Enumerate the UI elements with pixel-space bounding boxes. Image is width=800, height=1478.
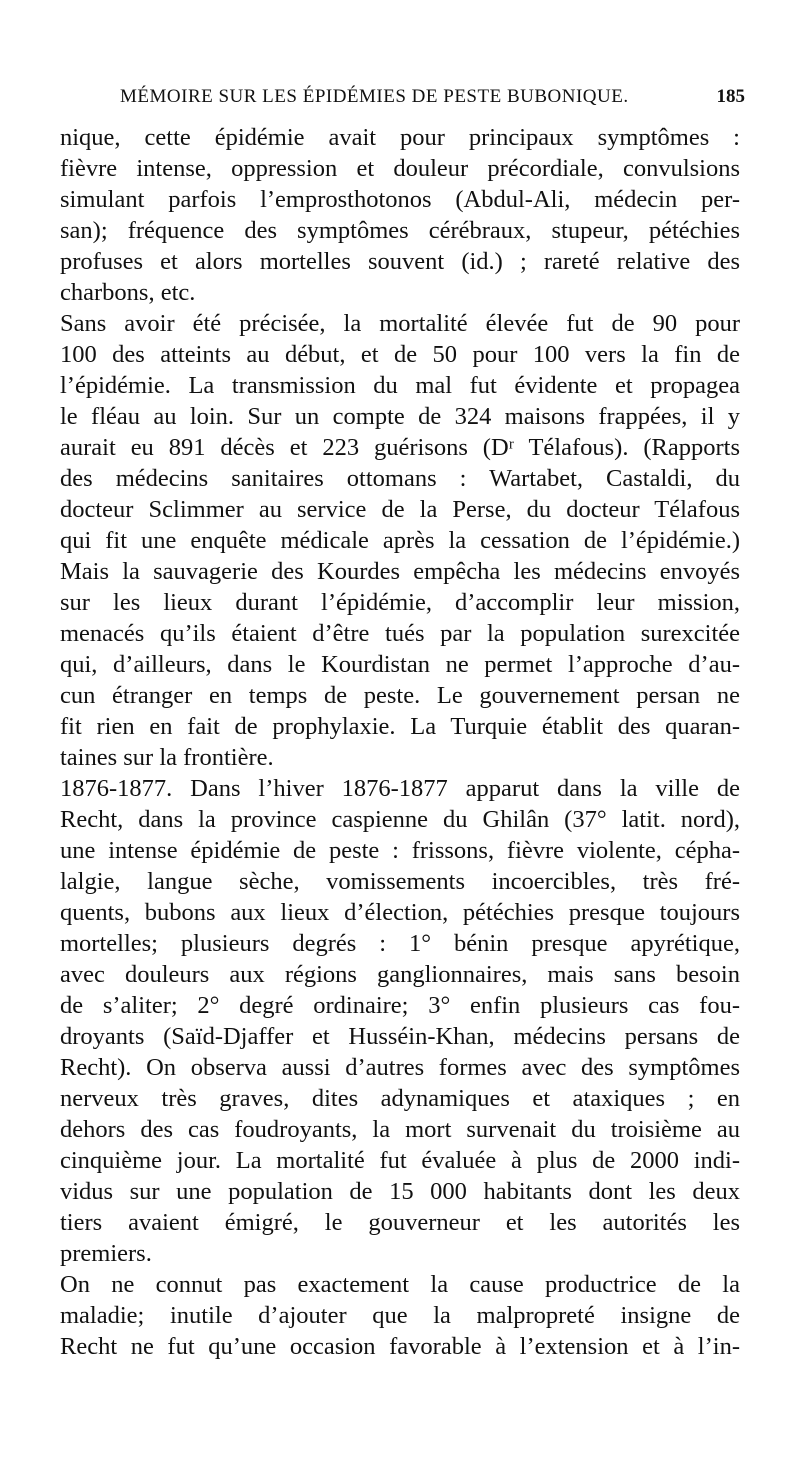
text-line: charbons, etc. (60, 279, 196, 306)
text-line: cun étranger en temps de peste. Le gouvernement persan ne (60, 682, 740, 709)
text-line: qui fit une enquête médicale après la cessation de l’épidémie.) (60, 527, 740, 554)
text-line: Recht). On observa aussi d’autres formes avec des symptômes (60, 1054, 740, 1081)
text-line: fièvre intense, oppression et douleur précordiale, convulsions (60, 155, 740, 182)
page-number: 185 (716, 86, 745, 107)
text-line: lalgie, langue sèche, vomissements incoercibles, très fré- (60, 868, 740, 895)
text-line: dehors des cas foudroyants, la mort survenait du troisième au (60, 1116, 740, 1143)
text-line: aurait eu 891 décès et 223 guérisons (Dʳ Télafous). (Rapports (60, 434, 740, 461)
text-line: profuses et alors mortelles souvent (id.) ; rareté relative des (60, 248, 740, 275)
text-line: l’épidémie. La transmission du mal fut évidente et propagea (60, 372, 740, 399)
text-line: qui, d’ailleurs, dans le Kourdistan ne permet l’approche d’au- (60, 651, 740, 678)
text-line: 1876-1877. Dans l’hiver 1876-1877 apparut dans la ville de (60, 775, 740, 802)
running-header (60, 86, 745, 114)
text-line: premiers. (60, 1240, 152, 1267)
text-line: vidus sur une population de 15 000 habitants dont les deux (60, 1178, 740, 1205)
text-line: le fléau au loin. Sur un compte de 324 maisons frappées, il y (60, 403, 740, 430)
text-line: sur les lieux durant l’épidémie, d’accomplir leur mission, (60, 589, 740, 616)
text-line: Recht, dans la province caspienne du Ghilân (37° latit. nord), (60, 806, 740, 833)
text-line: Sans avoir été précisée, la mortalité élevée fut de 90 pour (60, 310, 740, 337)
text-line: 100 des atteints au début, et de 50 pour 100 vers la fin de (60, 341, 740, 368)
body-text (60, 122, 740, 1362)
text-line: simulant parfois l’emprosthotonos (Abdul-Ali, médecin per- (60, 186, 740, 213)
text-line: Recht ne fut qu’une occasion favorable à l’extension et à l’in- (60, 1333, 740, 1360)
text-line: quents, bubons aux lieux d’élection, pétéchies presque toujours (60, 899, 740, 926)
text-line: nerveux très graves, dites adynamiques et ataxiques ; en (60, 1085, 740, 1112)
text-line: san); fréquence des symptômes cérébraux, stupeur, pétéchies (60, 217, 740, 244)
text-line: maladie; inutile d’ajouter que la malpropreté insigne de (60, 1302, 740, 1329)
text-line: nique, cette épidémie avait pour principaux symptômes : (60, 124, 740, 151)
text-line: une intense épidémie de peste : frissons, fièvre violente, cépha- (60, 837, 740, 864)
text-line: cinquième jour. La mortalité fut évaluée à plus de 2000 indi- (60, 1147, 740, 1174)
text-line: docteur Sclimmer au service de la Perse, du docteur Télafous (60, 496, 740, 523)
text-line: menacés qu’ils étaient d’être tués par la population surexcitée (60, 620, 740, 647)
text-line: avec douleurs aux régions ganglionnaires, mais sans besoin (60, 961, 740, 988)
text-line: Mais la sauvagerie des Kourdes empêcha les médecins envoyés (60, 558, 740, 585)
text-line: de s’aliter; 2° degré ordinaire; 3° enfin plusieurs cas fou- (60, 992, 740, 1019)
text-line: On ne connut pas exactement la cause productrice de la (60, 1271, 740, 1298)
text-line: droyants (Saïd-Djaffer et Husséin-Khan, médecins persans de (60, 1023, 740, 1050)
text-line: tiers avaient émigré, le gouverneur et les autorités les (60, 1209, 740, 1236)
text-line: fit rien en fait de prophylaxie. La Turquie établit des quaran- (60, 713, 740, 740)
text-line: des médecins sanitaires ottomans : Wartabet, Castaldi, du (60, 465, 740, 492)
text-line: mortelles; plusieurs degrés : 1° bénin presque apyrétique, (60, 930, 740, 957)
running-title: MÉMOIRE SUR LES ÉPIDÉMIES DE PESTE BUBONIQUE. (120, 86, 629, 107)
text-line: taines sur la frontière. (60, 744, 274, 771)
